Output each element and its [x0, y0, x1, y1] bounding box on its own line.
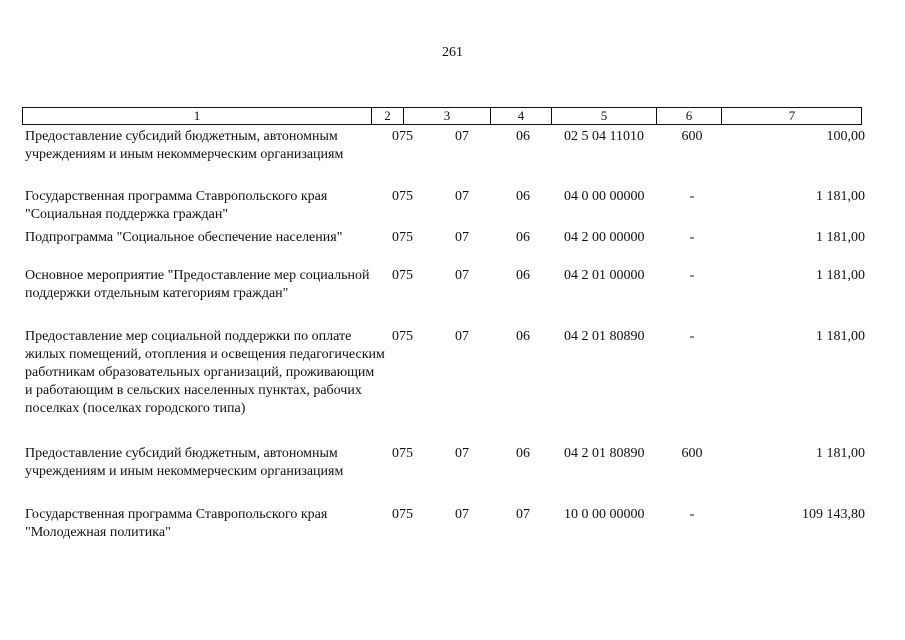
row-col-5: 04 2 01 80890: [564, 329, 645, 344]
row-col-3: 07: [455, 446, 469, 461]
row-col-5: 04 0 00 00000: [564, 189, 645, 204]
row-col-4: 06: [516, 446, 530, 461]
row-col-6: 600: [681, 129, 703, 144]
row-col-2: 075: [392, 446, 413, 461]
row-col-4: 07: [516, 507, 530, 522]
header-col-3: 3: [404, 108, 491, 124]
row-col-2: 075: [392, 268, 413, 283]
row-col-5: 10 0 00 00000: [564, 507, 645, 522]
row-col-7: 1 181,00: [816, 329, 865, 344]
row-col-6: -: [689, 230, 695, 245]
row-col-5: 04 2 01 80890: [564, 446, 645, 461]
row-col-3: 07: [455, 268, 469, 283]
header-col-7: 7: [788, 108, 796, 123]
row-col-3: 07: [455, 230, 469, 245]
row-col-4: 06: [516, 329, 530, 344]
row-col-5: 04 2 00 00000: [564, 230, 645, 245]
row-col-6: -: [689, 268, 695, 283]
row-col-4: 06: [516, 268, 530, 283]
row-col-6: -: [689, 507, 695, 522]
row-col-7: 1 181,00: [816, 189, 865, 204]
page-number: 261: [442, 45, 463, 60]
row-col-3: 07: [455, 329, 469, 344]
row-col-7: 1 181,00: [816, 268, 865, 283]
row-description: Предоставление субсидий бюджетным, автономным учреждениям и иным некоммерческим организациям: [25, 129, 344, 162]
row-col-2: 075: [392, 129, 413, 144]
row-description: Предоставление субсидий бюджетным, автономным учреждениям и иным некоммерческим организациям: [25, 446, 344, 479]
header-col-2: 2: [372, 108, 404, 124]
row-col-4: 06: [516, 189, 530, 204]
row-col-6: -: [689, 329, 695, 344]
row-col-3: 07: [455, 129, 469, 144]
row-col-6: 600: [681, 446, 703, 461]
row-col-4: 06: [516, 129, 530, 144]
row-col-5: 02 5 04 11010: [564, 129, 644, 144]
header-col-1: 1: [23, 108, 372, 124]
row-col-5: 04 2 01 00000: [564, 268, 645, 283]
row-col-2: 075: [392, 189, 413, 204]
header-col-4: 4: [491, 108, 552, 124]
row-col-4: 06: [516, 230, 530, 245]
row-col-7: 1 181,00: [816, 230, 865, 245]
row-col-2: 075: [392, 507, 413, 522]
row-col-3: 07: [455, 507, 469, 522]
row-description: Государственная программа Ставропольского края "Молодежная политика": [25, 507, 328, 540]
row-col-2: 075: [392, 230, 413, 245]
row-col-6: -: [689, 189, 695, 204]
row-col-3: 07: [455, 189, 469, 204]
row-col-2: 075: [392, 329, 413, 344]
row-description: Предоставление мер социальной поддержки по оплате жилых помещений, отопления и освещения педагогическим работникам образовательных организаций, проживающим и работающим в сельских населенных пунктах, рабочих поселках (поселках городского типа): [25, 329, 385, 416]
row-description: Подпрограмма "Социальное обеспечение населения": [25, 230, 343, 245]
row-col-7: 100,00: [826, 129, 865, 144]
header-col-6: 6: [657, 108, 722, 124]
row-col-7: 1 181,00: [816, 446, 865, 461]
row-description: Государственная программа Ставропольского края "Социальная поддержка граждан": [25, 189, 328, 222]
header-col-5: 5: [552, 108, 657, 124]
row-description: Основное мероприятие "Предоставление мер социальной поддержки отдельным категориям граждан": [25, 268, 370, 301]
table-header: [22, 107, 862, 125]
row-col-7: 109 143,80: [802, 507, 865, 522]
